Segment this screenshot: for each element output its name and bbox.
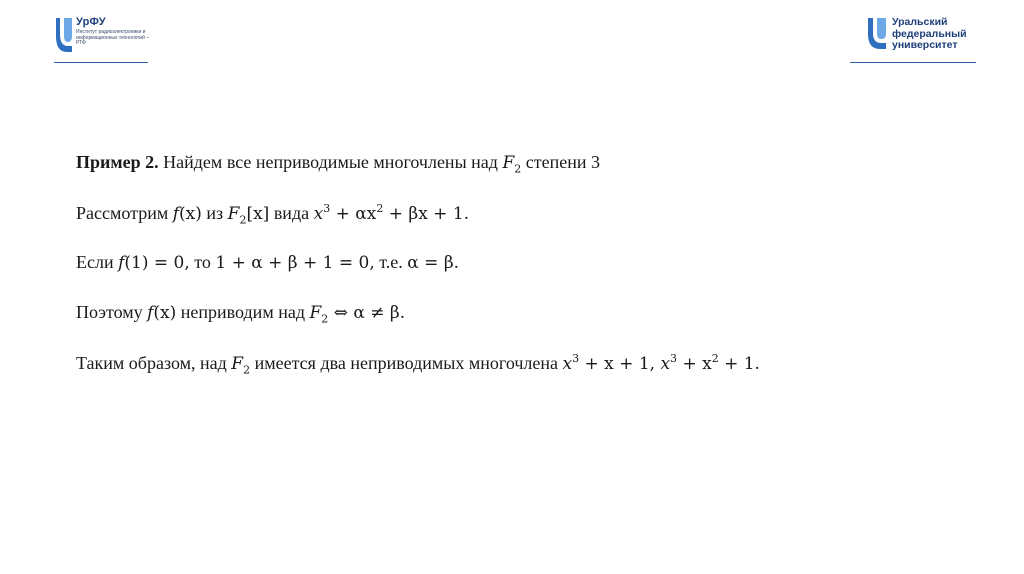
header-divider-left [54, 62, 148, 63]
text: имеется два неприводимых многочлена [250, 353, 563, 373]
math-var: x [660, 354, 671, 374]
condition-line [76, 252, 459, 273]
math-expr: ⇔ α ≠ β. [328, 303, 406, 323]
urfu-university-logo [866, 16, 976, 56]
exponent: 2 [711, 352, 719, 365]
text: Если [76, 252, 119, 272]
consider-polynomial-line [76, 202, 469, 227]
conclusion-line [76, 352, 760, 377]
text: то [189, 252, 216, 272]
exponent: 3 [323, 202, 331, 215]
irreducibility-line [76, 302, 405, 326]
university-name-line2: федеральный [892, 27, 967, 40]
text: из [201, 203, 228, 223]
math-var: x [562, 354, 573, 374]
text: Таким образом, над [76, 353, 232, 373]
field-symbol: F [231, 354, 244, 374]
university-name [892, 17, 967, 52]
text: вида [269, 203, 314, 223]
urfu-u-emblem-icon [866, 16, 890, 50]
text: Найдем все неприводимые многочлены над [158, 152, 503, 172]
math-term: + βx + 1. [383, 204, 470, 224]
field-symbol: F [309, 303, 322, 323]
university-name-line3: университет [892, 39, 958, 51]
field-subscript: 2 [243, 363, 251, 377]
exponent: 3 [572, 352, 580, 365]
field-subscript: 2 [239, 213, 247, 227]
header-divider-right [850, 62, 976, 63]
function-arg: (x) [179, 204, 202, 224]
logo-title: УрФУ [76, 16, 106, 28]
text: т.е. [374, 252, 408, 272]
text: степени 3 [521, 152, 600, 172]
urfu-u-emblem-icon [54, 16, 76, 56]
example-label: Пример 2. [76, 152, 159, 172]
function-arg: (x) [153, 303, 177, 323]
example-heading-line [76, 152, 600, 176]
text: Поэтому [76, 302, 148, 322]
function-symbol: f [147, 303, 154, 323]
math-var: x [313, 204, 324, 224]
field-symbol: F [227, 204, 240, 224]
logo-subtitle: Институт радиоэлектроники и информационных технологий – РТФ [76, 29, 150, 47]
polynomial-ring-var: [x] [246, 204, 270, 224]
function-symbol: f [118, 253, 125, 273]
exponent: 2 [376, 202, 384, 215]
math-term: + αx [330, 204, 377, 224]
text: неприводим над [176, 302, 310, 322]
math-expr: 1 + α + β + 1 = 0, [215, 253, 375, 273]
field-symbol: F [502, 153, 515, 173]
exponent: 3 [670, 352, 678, 365]
math-expr: α = β. [407, 253, 460, 273]
university-name-line1: Уральский [892, 16, 948, 28]
math-term: + x + 1, [579, 354, 661, 374]
text: Рассмотрим [76, 203, 173, 223]
urfu-institute-logo [54, 16, 150, 56]
function-symbol: f [172, 204, 180, 224]
field-subscript: 2 [514, 162, 522, 176]
math-term: + 1. [718, 354, 760, 374]
math-term: + x [677, 354, 712, 374]
field-subscript: 2 [321, 312, 329, 326]
math-expr: (1) = 0, [124, 253, 190, 273]
